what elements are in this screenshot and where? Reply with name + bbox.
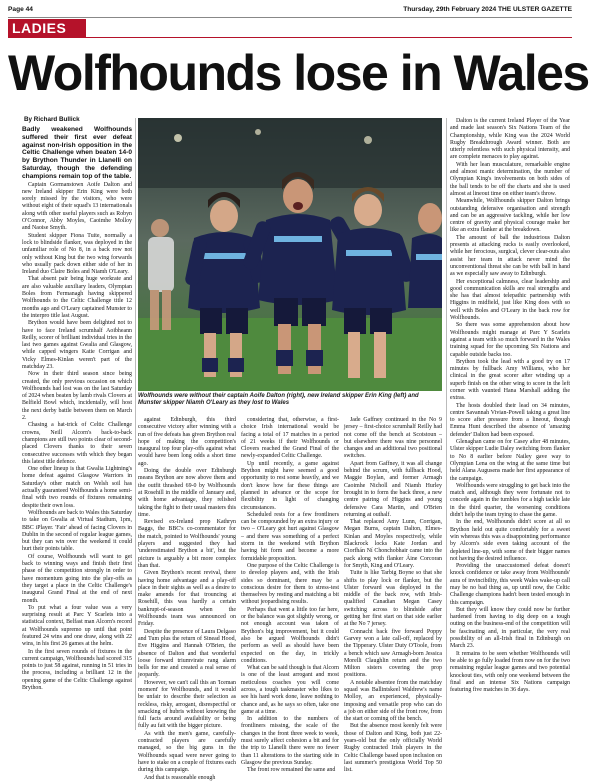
- body-paragraph: One purpose of the Celtic Challenge is to develop players and, with the Irish sides so dominant, there may be a conscious desire for them to stress-test themselves by resting and matching a bit without jeopardising results.: [241, 562, 339, 606]
- section-rule: [86, 37, 572, 38]
- article-column-4: [344, 417, 442, 774]
- body-paragraph: The amount of ball the industrious Dalton presents at attacking rucks is easily overlooked, while her ferocious, surgical, clever clear-outs also assist her team in attack never mind the unconventional threat she can be with ball in hand as we especially saw away to Edinburgh.: [450, 234, 570, 278]
- body-paragraph: What can be said though is that Alcorn is one of the least arrogant and most meticulous coaches you will come across, a tough taskmaster who likes to see his hard work done, leave nothing to chance and, as he says so often, take one game at a time.: [241, 665, 339, 715]
- body-paragraph: Her exceptional calmness, clear leadership and good communication skills are real strengths and she has that almost telepathic partnership with Higgins in midfield, just like King does with so well with Boles and O'Leary in the back row for Wolfhounds.: [450, 278, 570, 322]
- body-paragraph: And that is reasonable enough: [144, 774, 216, 781]
- body-paragraph: Dalton is the current Ireland Player of the Year and made last season's Six Nations Team of the Championship, while King was the 2024 World Rugby Breakthrough Award winner. Both are utterly relentless with such physical intensity, and are complete menaces to play against.: [450, 118, 570, 161]
- body-paragraph: That absent pair being huge workrate and are also valuable auxiliary leaders, Olympian Boles from Fermanagh having skippered Wolfhounds to the Celtic Challenge title 12 months ago and O'Leary captained Munster to the interpro title last August.: [22, 276, 132, 319]
- body-paragraph: Given Brython's recent revival, there having home advantage and a play-off place in their sights as well as a desire to make amends for that trouncing at Rosehill, this was hardly a certain bankrupt-of-season when the Wolfhounds team was announced on Friday.: [138, 570, 236, 628]
- section-banner: LADIES: [8, 19, 86, 38]
- article-column-5: [450, 118, 570, 730]
- body-paragraph: Providing the unaccustomed defeat doesn't knock confidence or take away from Wolfhounds' aura of invincibility, this week Wales wake-up call may be no bad thing as, up until now, the Celtic Challenge champions hadn't been tested enough in this campaign.: [450, 563, 570, 606]
- body-paragraph: Brython would have been delighted not to have to face Ireland scrumhalf Aoibheann Reilly, scorer of brilliant individual tries in the last two games against Gwalia and Glasgow, while capped wingers Katie Corrigan and Vicky Elmes-Kinlan weren't part of the matchday 23.: [22, 320, 132, 370]
- body-paragraph: Meanwhile, Wolfhounds skipper Dalton brings outstanding defensive organisation and strength and can be an aggressive tackling, while her low centre of gravity and physical courage make her like an extra flanker at the breakdown.: [450, 198, 570, 234]
- article-column-1: [22, 126, 132, 730]
- article-column-3: [241, 417, 339, 774]
- body-paragraph: As with the men's game, carefully-contracted players are carefully managed, so the big guns in the Wolfhounds squad were never going to have to stake on a couple of fixtures each during this campaign.: [138, 730, 236, 774]
- body-paragraph: A notable absentee from the matchday squad was Ballintskeel Waldrew's name Molloy, an experienced, physically-imposing and versatile prop who can do a job on either side of the front row, from the start or coming off the bench.: [344, 679, 442, 723]
- body-paragraph: Chasing a hat-trick of Celtic Challenge crowns, Neill Alcorn's back-to-back champions are still two points clear of second-placed Clovers thanks to their seven consecutive successes with which they began this latest title defence.: [22, 422, 132, 465]
- body-paragraph: Apart from Gaffney, it was all change behind the scrum, with fullback Hood, Maggie Boylan, and former Armagh Caoimhe Nicholl and Niamh Hurley brought in to form the back three, a new centre pairing of Higgins and young defensive Cara Martin, and O'Brien returning at outhalf.: [344, 460, 442, 518]
- match-photo: [138, 118, 442, 391]
- body-paragraph: In the first seven rounds of fixtures in the current campaign, Wolfhounds had scored 315 points to just 58 against, running in 51 tries in the process, including a brilliant 12 in the opening game of the Celtic Challenge against Brython.: [22, 648, 132, 692]
- page-number: Page 44: [8, 6, 33, 13]
- body-paragraph: Perhaps that went a little too far here, or the balance was got slightly wrong, or not enough account was taken of Brython's big improvement, but it could also be argued Wolfhounds didn't perform as well as should have been expected on the day, in trickly conditions.: [241, 606, 339, 664]
- body-paragraph: One other lineup is that Gwalia Lightning's home defeat against Glasgow Warriors in Saturday's other match on Welsh soil has actually guaranteed Wolfhounds a home semi-final with two rounds of fixtures remaining despite their own loss.: [22, 466, 132, 509]
- body-paragraph: To put what a four value was a very surprising result at Parc Y Scarlets into a statistical context, Belfast man Alcorn's record at Wolfhounds supremo up until that point featured 24 wins and one draw, along with 22 wins, in his first 26 games at the helm.: [22, 604, 132, 648]
- body-paragraph: Captain Gormanstown Aoife Dalton and new Ireland skipper Erin King were both sorely missed by the visitors, who were without eight of their squad's 13 internationals along with other useful players such as Robyn O'Connor, Abby Moyles, Caoimhe Molloy and Naoise Smyth.: [22, 181, 132, 232]
- body-paragraph: In addition to the numbers of frontliners missing, the scale of the changes in the front three week to week, must surely affect cohesion a bit and for the trip to Llanelli there were no fewer than 11 alterations to the starting side in Glasgow the previous Sunday.: [241, 716, 339, 766]
- body-paragraph: With her lean musculature, remarkable engine and almost manic determination, the number of Olympian King's involvements on both sides of the ball tends to be off the charts and she is used almost at lineout time on either team's throw.: [450, 161, 570, 197]
- body-paragraph: That replaced Amy Lunn, Corrigan, Megan Burns, captain Dalton, Elmes-Kinlan and Moyles respectively, while Blackrock locks Kate Jordan and Ciorfhán Ní Chonchobhair came into the pack along with flanker Áine Corcoran for Smyth, King and O'Leary.: [344, 519, 442, 569]
- body-paragraph: Connacht back five forward Poppy Garvey won a late call-off, replaced by the Tipperary. Ulster Duty O'Toole, from a bench which saw Armagh-born Jessica Morelli Claughlin return and the two Milton sisters covering the prop positions.: [344, 628, 442, 679]
- body-paragraph: Now in their third season since being created, the only previous occasion on which Wolfhounds had lost was on the last Saturday of 2024 when beaten by lamb rivals Clovers at Belfield Bowl which, incidentally, will host the next derby battle between them on March 2.: [22, 371, 132, 422]
- column-rule: [135, 118, 136, 730]
- body-paragraph: Revised ex-Ireland prop Kathryn Baggs, the BBC's co-commentator for the match, pointed to Wolfhounds' young players and suggested they had 'underestimated Brython a bit', but the picture is arguably a bit more complex than that.: [138, 519, 236, 569]
- body-paragraph: But they will know they could now be further hardened from having to dig deep on a tough outing on the business-end of the competition will be fascinating and, in particular, the very real possibility of an all-Irish final in Edinburgh on March 23.: [450, 606, 570, 650]
- body-paragraph: But the absence most keenly felt were those of Dalton and King, both just 22-years-old but the only officially World Rugby contracted Irish players in the Celtic Challenge based upon inclusion on last summer's prestigious World Top 50 list.: [344, 723, 442, 774]
- byline: By Richard Bullick: [24, 116, 80, 123]
- body-paragraph: Glenaghan came on for Casey after 48 minutes, Ulster skipper Ludie Daley switching from flanker to No 8 earlier before Nailey gave way to Olympian Lena on the wing at the same time but held Alana Augusens made her first appearance of the campaign.: [450, 439, 570, 482]
- body-paragraph: Student skipper Fiona Tuite, normally a lock to blindside flanker, was deployed in the unfamiliar role of No 8, in a back row not only without King but the two wing forwards who usually pack down either side of her in Ireland duo Claire Boles and Niamh O'Leary.: [22, 232, 132, 276]
- headline: Wolfhounds lose in Wales: [8, 45, 589, 101]
- body-paragraph: Brython took the lead with a good try on 17 minutes by fullback Amy Williams, who her clinical in the great scorer after winding up a superb finish on the other wing to score in the left corner with vaunted Hana Marshall adding the extras.: [450, 358, 570, 402]
- column-rule: [446, 118, 447, 730]
- body-paragraph: The hosts doubled their lead on 34 minutes, centre Savannah Vivian-Powell taking a great line to score after pressure from a lineout, though Emma Hunt described the absence of 'amazing defender' Dalton had been exposed.: [450, 402, 570, 438]
- body-paragraph: So there was some apprehension about how Wolfhounds might manage at Parc Y Scarlets against a team with so much forward in the Wales training squad for the upcoming Six Nations and capable outside backs too.: [450, 322, 570, 358]
- page-header: [8, 5, 572, 18]
- body-paragraph: The front row remained the same and: [247, 767, 336, 774]
- body-paragraph: Doing the double over Edinburgh means Brython are now above them and the outfit thrashed 69-0 by Wolfhounds at Rosehill in the middle of January and, with home advantage, they relished taking the fight to their usual masters this time.: [138, 468, 236, 518]
- body-paragraph: Wolfhounds are back to Wales this Saturday to take on Gwalia at Virtual Stadium, 1pm, BBC iPlayer. 'Fair' ahead of facing Clovers in Dublin in the second of regular league games, but they can win over the weekend it could hurt their points table.: [22, 509, 132, 553]
- body-paragraph: Up until recently, a game against Brython might have seemed a good opportunity to rest some heavily, and we don't know how far these things are planned in advance or the scope for flexibility in light of changing circumstances.: [241, 460, 339, 511]
- photo-caption: Wolfhounds were without their captain Aoife Dalton (right), new Ireland skipper Erin King (left) and Munster skipper Niamh O'Leary as they lost to Wales: [138, 393, 419, 407]
- body-paragraph: In the end, Wolfhounds didn't score at all so Brython held out quite comfortably for a sweet win whereas this was a disappointing performance by Alcorn's side even taking account of the depleted line-up, with some of their bigger names not having the desired influence.: [450, 519, 570, 562]
- body-paragraph: Tuite is like Tarbig Boyne so that she shifts to play lock or flanker, but the Ulster forward was deployed in the middle of the back row, with Irish-qualified Canadian Megan Casey switching across to blindside after getting her first start on that side earlier at the No 7 jersey.: [344, 570, 442, 628]
- column-1-body: [22, 182, 132, 693]
- body-paragraph: It remains to be seen whether Wolfhounds will be able to go fully loaded from now on for the two remaining regular league games and two potential knockout ties, with only one weekend between the final and an intense Six Nations campaign featuring five matches in 36 days.: [450, 650, 570, 694]
- body-paragraph: Scheduled rests for a few frontliners can be compounded by an extra injury or two – O'Leary got hurt against Glasgow – and there was something of a perfect storm in the weekend with Brython having hit form and become a more formidable proposition.: [241, 511, 339, 562]
- body-paragraph: against Edinburgh, this third consecutive victory after winning with a run of five defeats has given Brython real hope of making the competition's inaugural top four play-offs against what would have been long odds a short time ago.: [138, 417, 236, 467]
- article-column-2: [138, 417, 236, 781]
- body-paragraph: Wolfhounds were struggling to get back into the match and, although they were fortunate not to concede again in the tumbles for a high tackle late in the third quarter, the worsening conditions didn't help the team trying to chase the game.: [450, 482, 570, 519]
- body-paragraph: Of course, Wolfhounds will want to get back to winning ways and finish their first phase of the competition strongly in order to have momentum going into the play-offs as they target a place in the Celtic Challenge's inaugural Grand Final at the end of next month.: [22, 553, 132, 604]
- body-paragraph: Jade Gaffney continued in the No 9 jersey – first-choice scrumhalf Reilly had not come off the bench at Scotstoun – but elsewhere there was nine personnel changes and an additional two positional switches.: [344, 417, 442, 460]
- body-paragraph: However, we can't call this an 'Iceman moment' for Wolfhounds, and it would be unfair to describe their selection as reckless, risky, arrogant, disrespectful or smacking of hubris without knowing the full facts around availability or being fully au fait with the bigger picture.: [138, 679, 236, 730]
- body-paragraph: Despite the presence of Laura Delgaso and Tum plus the return of Sinead Hood, Eve Higgins and Hannah O'Brien, the absence of Dalton and that wonderful loose forward triumvirate rang alarm bells for me and created a real sense of jeopardy.: [138, 628, 236, 679]
- body-paragraph: considering that, otherwise, a first-choice Irish international would be facing a total of 17 matches in a period of 21 weeks if their Wolfhounds or Clovers reached the Grand Final of the newly-expanded Celtic Challenge.: [241, 417, 339, 460]
- paper-date: Thursday, 29th February 2024 THE ULSTER GAZETTE: [403, 6, 572, 13]
- lead-paragraph: Badly weakened Wolfhounds suffered their first ever defeat against non-Irish opposition in the Celtic Challenge when beaten 14-0 by Brython Thunder in Llanelli on Saturday, though the defending champions remain top of the table.: [22, 126, 132, 180]
